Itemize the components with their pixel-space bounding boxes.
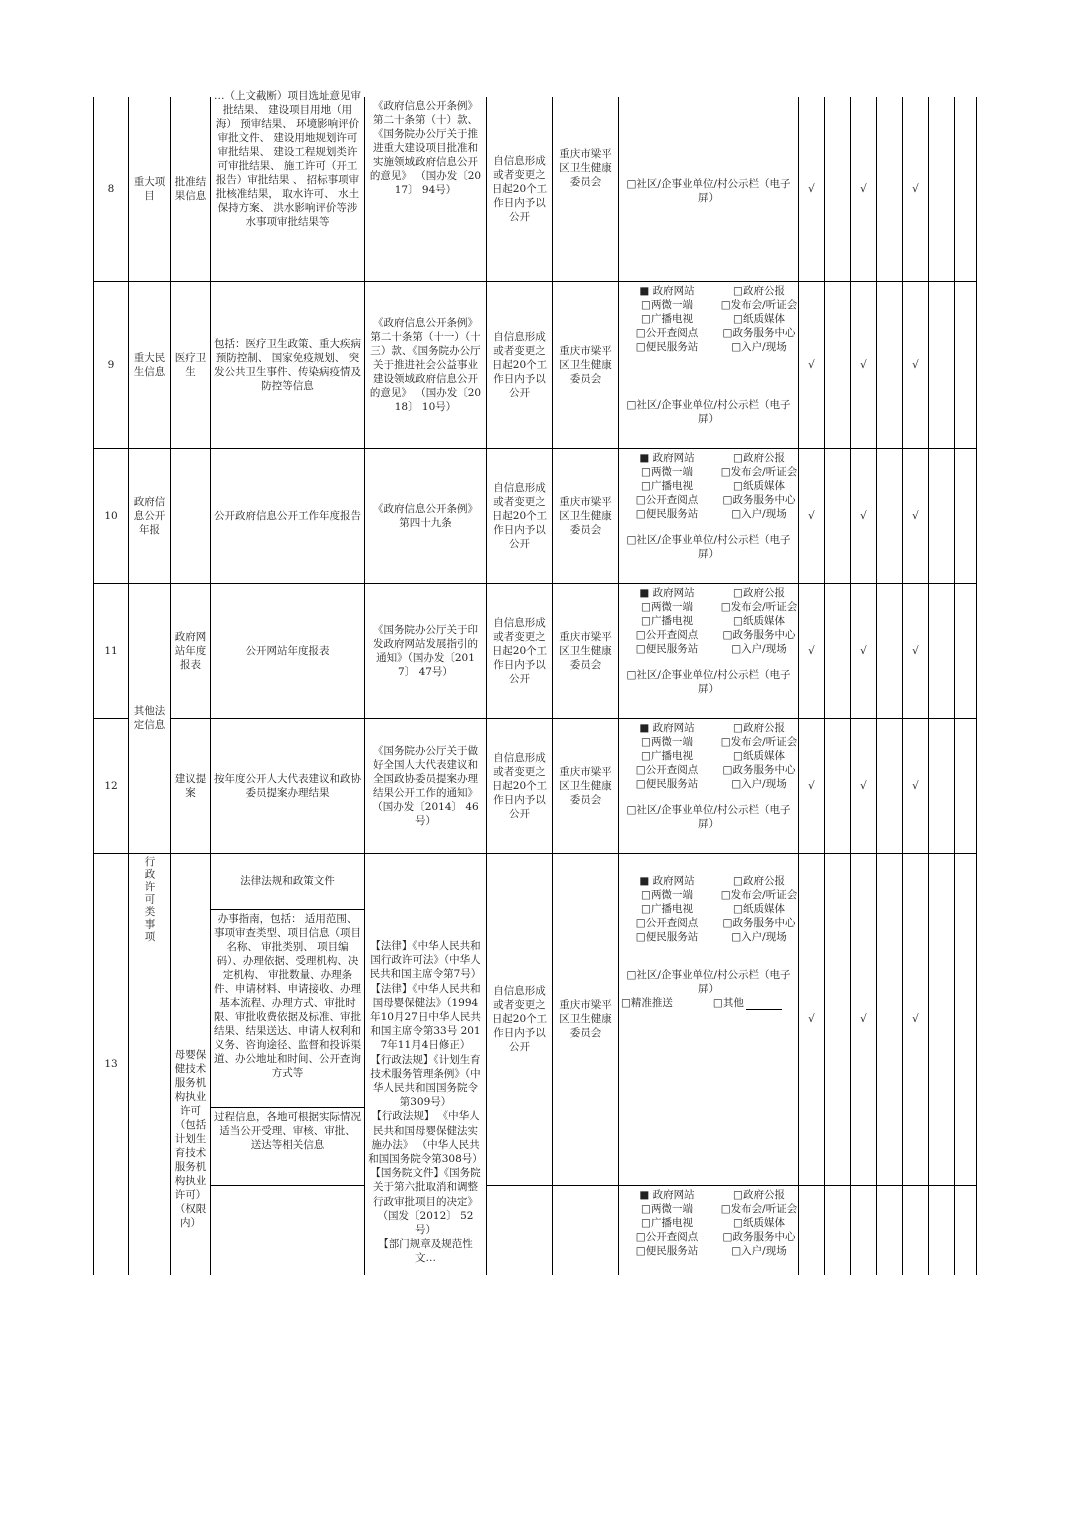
- subcategory-cell: 建议提案: [171, 718, 211, 853]
- channel-service-center: □政务服务中心: [722, 916, 796, 929]
- empty-cell: [929, 1185, 955, 1275]
- subcategory-cell: 政府网站年度报表: [171, 583, 211, 718]
- channel-service-station: □便民服务站: [635, 507, 699, 520]
- channel-public-reading-point: □公开查阅点: [635, 493, 699, 506]
- channel-government-gazette: □政府公报: [733, 586, 785, 599]
- subject-cell: 重庆市梁平区卫生健康委员会: [553, 853, 619, 1185]
- subject-cell: 重庆市梁平区卫生健康委员会: [553, 281, 619, 448]
- basis-cell: 《国务院办公厅关于印发政府网站发展指引的通知》（国办发〔2017〕 47号）: [365, 583, 487, 718]
- channel-print-media: □纸质媒体: [733, 614, 785, 627]
- channel-weibo-wechat: □两微一端: [641, 1202, 693, 1215]
- empty-cell: [877, 1185, 903, 1275]
- table-row: [94, 718, 977, 853]
- channel-service-center: □政务服务中心: [722, 1230, 796, 1243]
- channel-bulletin-board: □社区/企事业单位/村公示栏（电子屏）: [626, 803, 791, 830]
- channel-print-media: □纸质媒体: [733, 312, 785, 325]
- channel-press-conference: □发布会/听证会: [720, 1202, 798, 1215]
- channel-government-gazette: □政府公报: [733, 451, 785, 464]
- channel-public-reading-point: □公开查阅点: [635, 628, 699, 641]
- precise-push-row: [621, 996, 796, 1010]
- time-cell: 自信息形成或者变更之日起20个工作日内予以公开: [487, 583, 553, 718]
- channel-door-to-door: □入户/现场: [731, 777, 787, 790]
- empty-cell: [825, 97, 851, 281]
- subject-cell: [553, 1185, 619, 1275]
- empty-cell: [877, 448, 903, 583]
- check-cell: √: [851, 448, 877, 583]
- empty-cell: [877, 583, 903, 718]
- channels-cell: [619, 448, 799, 583]
- empty-cell: [955, 281, 977, 448]
- content-cell: 过程信息，各地可根据实际情况适当公开受理、审核、审批、 送达等相关信息: [211, 1107, 365, 1185]
- empty-cell: [929, 448, 955, 583]
- empty-cell: [955, 97, 977, 281]
- channel-government-website: ■ 政府网站: [639, 284, 695, 297]
- table-row: [94, 448, 977, 583]
- channel-door-to-door: □入户/现场: [731, 1244, 787, 1257]
- channel-press-conference: □发布会/听证会: [720, 735, 798, 748]
- channel-press-conference: □发布会/听证会: [720, 888, 798, 901]
- table-row: [94, 281, 977, 448]
- subject-cell: 重庆市梁平区卫生健康委员会: [553, 718, 619, 853]
- channel-weibo-wechat: □两微一端: [641, 298, 693, 311]
- channel-door-to-door: □入户/现场: [731, 930, 787, 943]
- channel-government-gazette: □政府公报: [733, 721, 785, 734]
- empty-cell: [929, 281, 955, 448]
- empty-cell: [825, 853, 851, 1185]
- check-cell: √: [851, 853, 877, 1185]
- check-cell: √: [799, 583, 825, 718]
- check-cell: √: [903, 97, 929, 281]
- empty-cell: [929, 583, 955, 718]
- category-cell: 其他法定信息: [129, 583, 171, 853]
- empty-cell: [955, 718, 977, 853]
- empty-cell: [955, 1185, 977, 1275]
- check-cell: √: [799, 718, 825, 853]
- empty-cell: [955, 853, 977, 1185]
- channels-cell: [619, 853, 799, 1185]
- empty-cell: [851, 1185, 877, 1275]
- channel-door-to-door: □入户/现场: [731, 642, 787, 655]
- channel-radio-tv: □广播电视: [641, 614, 693, 627]
- channel-radio-tv: □广播电视: [641, 479, 693, 492]
- check-cell: √: [903, 718, 929, 853]
- empty-cell: [877, 853, 903, 1185]
- channel-service-station: □便民服务站: [635, 777, 699, 790]
- channel-weibo-wechat: □两微一端: [641, 465, 693, 478]
- channel-service-center: □政务服务中心: [722, 628, 796, 641]
- channel-radio-tv: □广播电视: [641, 749, 693, 762]
- channel-service-station: □便民服务站: [635, 930, 699, 943]
- channel-weibo-wechat: □两微一端: [641, 888, 693, 901]
- channels-cell: [619, 1185, 799, 1275]
- row-number: 11: [94, 583, 129, 718]
- table-row: [94, 97, 977, 281]
- time-cell: [487, 1185, 553, 1275]
- channel-service-station: □便民服务站: [635, 1244, 699, 1257]
- channel-weibo-wechat: □两微一端: [641, 600, 693, 613]
- content-cell: 按年度公开人大代表建议和政协委员提案办理结果: [211, 718, 365, 853]
- subject-cell: 重庆市梁平区卫生健康委员会: [553, 448, 619, 583]
- channel-radio-tv: □广播电视: [641, 312, 693, 325]
- channel-precise-push: □精准推送: [621, 996, 673, 1009]
- empty-cell: [929, 97, 955, 281]
- empty-cell: [877, 281, 903, 448]
- content-cell: …（上文截断）项目选址意见审批结果、 建设项目用地（用海） 预审结果、 环境影响评价审批文件、 建设用地规划许可审批结果、 建设工程规划类许可审批结果、 施工许可（开工报告）审批结果 、 招标事项审批核准结果， 取水许可、 水土保持方案、 洪水影响评价等涉水事项审批结果等: [211, 97, 365, 281]
- subject-cell: 重庆市梁平区卫生健康委员会: [553, 583, 619, 718]
- table-row: [94, 583, 977, 718]
- basis-cell: 《政府信息公开条例》第四十九条: [365, 448, 487, 583]
- time-cell: 自信息形成或者变更之日起20个工作日内予以公开: [487, 448, 553, 583]
- empty-cell: [825, 448, 851, 583]
- channel-government-gazette: □政府公报: [733, 1188, 785, 1201]
- category-cell: 重大民生信息: [129, 281, 171, 448]
- channel-press-conference: □发布会/听证会: [720, 298, 798, 311]
- empty-cell: [825, 281, 851, 448]
- channel-print-media: □纸质媒体: [733, 749, 785, 762]
- channel-government-website: ■ 政府网站: [639, 586, 695, 599]
- check-cell: √: [903, 853, 929, 1185]
- channel-public-reading-point: □公开查阅点: [635, 326, 699, 339]
- subcategory-cell: 医疗卫生: [171, 281, 211, 448]
- basis-cell: 《政府信息公开条例》第二十条第（十一）（十三）款、《国务院办公厅关于推进社会公益事业建设领域政府信息公开的意见》 （国办发〔2018〕 10号）: [365, 281, 487, 448]
- channel-radio-tv: □广播电视: [641, 1216, 693, 1229]
- empty-cell: [825, 583, 851, 718]
- channels-cell: [619, 718, 799, 853]
- channel-public-reading-point: □公开查阅点: [635, 763, 699, 776]
- channel-public-reading-point: □公开查阅点: [635, 916, 699, 929]
- channel-print-media: □纸质媒体: [733, 1216, 785, 1229]
- row-number: 10: [94, 448, 129, 583]
- channel-service-center: □政务服务中心: [722, 763, 796, 776]
- check-cell: √: [799, 97, 825, 281]
- content-cell: 公开政府信息公开工作年度报告: [211, 448, 365, 583]
- channels-cell: [619, 583, 799, 718]
- check-cell: √: [903, 281, 929, 448]
- channel-press-conference: □发布会/听证会: [720, 465, 798, 478]
- empty-cell: [955, 583, 977, 718]
- check-cell: √: [851, 281, 877, 448]
- check-cell: √: [903, 448, 929, 583]
- channel-government-gazette: □政府公报: [733, 284, 785, 297]
- channel-government-website: ■ 政府网站: [639, 1188, 695, 1201]
- disclosure-table: [93, 90, 977, 1275]
- content-cell: 法律法规和政策文件: [211, 853, 365, 909]
- channel-government-website: ■ 政府网站: [639, 874, 695, 887]
- subject-cell: 重庆市梁平区卫生健康委员会: [553, 97, 619, 281]
- empty-cell: [903, 1185, 929, 1275]
- channels-cell: [619, 281, 799, 448]
- channel-bulletin-board: □社区/企事业单位/村公示栏（电子屏）: [626, 968, 791, 995]
- channel-service-center: □政务服务中心: [722, 493, 796, 506]
- channel-door-to-door: □入户/现场: [731, 507, 787, 520]
- check-cell: √: [851, 97, 877, 281]
- category-cell: 重大项目: [129, 97, 171, 281]
- subcategory-cell: 批准结果信息: [171, 97, 211, 281]
- channel-press-conference: □发布会/听证会: [720, 600, 798, 613]
- row-number: 12: [94, 718, 129, 853]
- time-cell: 自信息形成或者变更之日起20个工作日内予以公开: [487, 281, 553, 448]
- basis-cell: 《国务院办公厅关于做好全国人大代表建议和全国政协委员提案办理结果公开工作的通知》 （国办发〔2014〕 46号）: [365, 718, 487, 853]
- basis-cell: 【法律】《中华人民共和国行政许可法》（中华人民共和国主席令第7号） 【法律】《中华人民共和国母婴保健法》（1994年10月27日中华人民共和国主席令第33号 2017年11月4日修正） 【行政法规】《计划生育技术服务管理条例》（中华人民共和国国务院令第309号） 【行政法规】 《中华人民共和国母婴保健法实施办法》 （中华人民共和国国务院令第308号） 【国务院文件】《国务院关于第六批取消和调整行政审批项目的决定》 （国发〔2012〕 52号） 【部门规章及规范性文…: [365, 853, 487, 1275]
- check-cell: √: [851, 583, 877, 718]
- other-underline: [746, 996, 782, 1010]
- empty-cell: [825, 718, 851, 853]
- channel-print-media: □纸质媒体: [733, 479, 785, 492]
- channel-service-station: □便民服务站: [635, 340, 699, 353]
- channels-cell: [619, 97, 799, 281]
- content-cell: 办事指南，包括： 适用范围、事项审查类型、项目信息（项目名称、 审批类别、 项目编码）、办理依据、受理机构、决定机构、 审批数量、办理条件、申请材料、申请接收、办理基本流程、办理方式、审批时限、审批收费依据及标准、审批结果、结果送达、申请人权利和义务、咨询途径、监督和投诉渠道、办公地址和时间、公开查询方式等: [211, 909, 365, 1107]
- empty-cell: [877, 718, 903, 853]
- channel-bulletin-board: □社区/企事业单位/村公示栏（电子屏）: [626, 178, 791, 204]
- time-cell: 自信息形成或者变更之日起20个工作日内予以公开: [487, 718, 553, 853]
- channel-other: □其他: [712, 996, 744, 1009]
- channel-bulletin-board: □社区/企事业单位/村公示栏（电子屏）: [626, 533, 791, 560]
- subcategory-cell: 母婴保健技术服务机构执业许可（包括计划生育技术服务机构执业许可）（权限内）: [171, 853, 211, 1275]
- subcategory-cell: [171, 448, 211, 583]
- content-cell: 公开网站年度报表: [211, 583, 365, 718]
- channel-government-gazette: □政府公报: [733, 874, 785, 887]
- empty-cell: [955, 448, 977, 583]
- channel-door-to-door: □入户/现场: [731, 340, 787, 353]
- check-cell: √: [903, 583, 929, 718]
- content-cell: [211, 1185, 365, 1275]
- channel-public-reading-point: □公开查阅点: [635, 1230, 699, 1243]
- category-cell: 政府信息公开年报: [129, 448, 171, 583]
- row-number: 9: [94, 281, 129, 448]
- empty-cell: [825, 1185, 851, 1275]
- channel-government-website: ■ 政府网站: [639, 721, 695, 734]
- channel-government-website: ■ 政府网站: [639, 451, 695, 464]
- check-cell: √: [851, 718, 877, 853]
- table-row: [94, 853, 977, 909]
- empty-cell: [929, 718, 955, 853]
- channel-service-center: □政务服务中心: [722, 326, 796, 339]
- check-cell: √: [799, 281, 825, 448]
- time-cell: 自信息形成或者变更之日起20个工作日内予以公开: [487, 853, 553, 1185]
- basis-cell: 《政府信息公开条例》第二十条第（十）款、《国务院办公厅关于推进重大建设项目批准和实施领域政府信息公开的意见》 （国办发〔2017〕 94号）: [365, 97, 487, 281]
- channel-weibo-wechat: □两微一端: [641, 735, 693, 748]
- check-cell: √: [799, 448, 825, 583]
- row-number: 13: [94, 853, 129, 1275]
- content-cell: 包括：医疗卫生政策、重大疾病预防控制、 国家免疫规划、 突发公共卫生事件、传染病疫情及防控等信息: [211, 281, 365, 448]
- check-cell: √: [799, 853, 825, 1185]
- empty-cell: [877, 97, 903, 281]
- empty-cell: [929, 853, 955, 1185]
- channel-service-station: □便民服务站: [635, 642, 699, 655]
- channel-bulletin-board: □社区/企事业单位/村公示栏（电子屏）: [626, 398, 791, 425]
- category-cell: 行政许可类事项: [129, 853, 171, 1275]
- table-row: [94, 1185, 977, 1275]
- channel-print-media: □纸质媒体: [733, 902, 785, 915]
- time-cell: 自信息形成或者变更之日起20个工作日内予以公开: [487, 97, 553, 281]
- channel-bulletin-board: □社区/企事业单位/村公示栏（电子屏）: [626, 668, 791, 695]
- row-number: 8: [94, 97, 129, 281]
- channel-radio-tv: □广播电视: [641, 902, 693, 915]
